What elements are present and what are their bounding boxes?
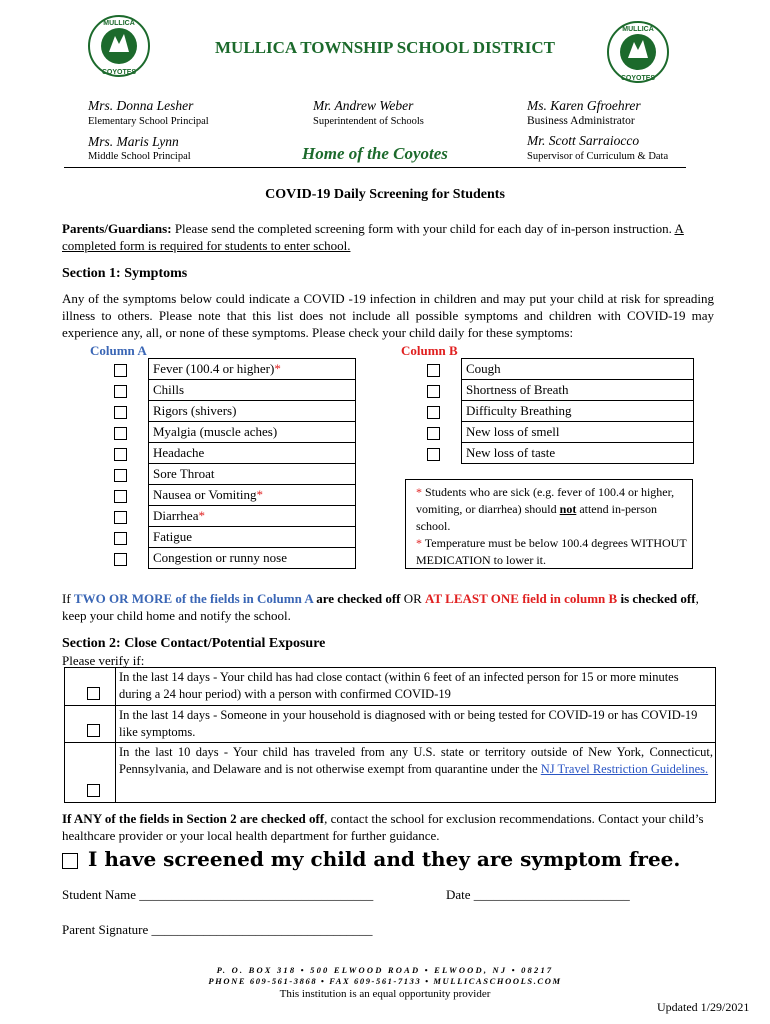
symptom-checkbox[interactable] (114, 553, 127, 566)
symptom-row (405, 401, 694, 422)
date-field[interactable]: Date ________________________ (446, 887, 630, 902)
symptom-checkbox[interactable] (427, 385, 440, 398)
staff-name: Mrs. Donna Lesher (88, 98, 194, 113)
staff-title: Supervisor of Curriculum & Data (527, 151, 669, 162)
symptom-checkbox[interactable] (427, 448, 440, 461)
staff-name: Mr. Scott Sarraiocco (527, 133, 640, 148)
symptom-row (92, 548, 356, 569)
note-emphasis: not (559, 502, 577, 516)
symptom-label: Myalgia (muscle aches) (153, 424, 278, 439)
column-b-heading: Column B (401, 343, 458, 358)
symptom-checkbox[interactable] (114, 532, 127, 545)
attestation (62, 847, 680, 871)
section1-rule: If TWO OR MORE of the fields in Column A are checked off OR AT LEAST ONE field in column B is checked off, keep your child home and notify the school. (62, 591, 699, 623)
svg-text:COYOTES: COYOTES (101, 69, 137, 76)
exposure-checkbox[interactable] (87, 784, 100, 797)
symptom-checkbox[interactable] (427, 427, 440, 440)
symptom-label: Shortness of Breath (466, 382, 569, 397)
exposure-text: In the last 10 days - Your child has traveled from any U.S. state or territory outside of New York, Connecticut, Pennsylvania, and Delaware and is not otherwise exempt from quarantine under the NJ Travel Restriction Guidelines. (119, 745, 713, 776)
symptom-label: Cough (466, 361, 501, 376)
exposure-checkbox[interactable] (87, 687, 100, 700)
symptom-label: Nausea or Vomiting (153, 487, 257, 502)
nj-travel-link[interactable]: NJ Travel Restriction Guidelines. (540, 762, 709, 776)
note-text: attend in-person school. (416, 502, 657, 533)
symptom-label: Fatigue (153, 529, 192, 544)
rule-column-a: TWO OR MORE of the fields in Column A (73, 591, 313, 606)
student-name-field[interactable]: Student Name ____________________________________ (62, 887, 374, 902)
svg-text:MULLICA: MULLICA (103, 20, 135, 27)
symptom-label: Chills (153, 382, 185, 397)
symptom-row (92, 464, 356, 485)
note-text: Temperature must be below 100.4 degrees WITHOUT MEDICATION to lower it. (416, 536, 687, 567)
section1-text: Any of the symptoms below could indicate a COVID -19 infection in children and may put your child at risk for spreading illness to others. Please note that this list does not include all possible symptoms and children with COVID-19 may experience any, all, or none of these symptoms. Please check your child daily for these symptoms: (62, 291, 714, 340)
symptom-row (92, 527, 356, 548)
symptom-row (92, 422, 356, 443)
asterisk-mark: * (274, 361, 281, 376)
symptom-label: Congestion or runny nose (153, 550, 287, 565)
parent-signature-field[interactable]: Parent Signature __________________________________ (62, 922, 373, 937)
exposure-checkbox[interactable] (87, 724, 100, 737)
footer-equal-opportunity: This institution is an equal opportunity provider (279, 988, 491, 1000)
symptom-row (92, 359, 356, 380)
asterisk-mark: * (198, 508, 205, 523)
symptom-row (92, 485, 356, 506)
asterisk-mark: * (256, 487, 264, 502)
symptom-checkbox[interactable] (114, 511, 127, 524)
section2-subtext: Please verify if: (62, 653, 145, 668)
symptom-label: Diarrhea (153, 508, 199, 523)
intro-text: Please send the completed screening form with your child for each day of in-person instruction. (171, 221, 675, 236)
staff-title: Business Administrator (527, 115, 635, 127)
symptom-label: Difficulty Breathing (466, 403, 572, 418)
intro-paragraph (62, 220, 712, 254)
intro-requirement: A completed form is required for students to enter school. (62, 221, 684, 253)
sick-student-note (405, 479, 693, 569)
symptom-label: Headache (153, 445, 205, 460)
symptom-checkbox[interactable] (114, 406, 127, 419)
symptom-label: Rigors (shivers) (153, 403, 237, 418)
header-divider (64, 167, 686, 168)
staff-title: Middle School Principal (88, 151, 191, 162)
note-text: Students who are sick (e.g. fever of 100.4 or higher, vomiting, or diarrhea) should (416, 485, 675, 516)
symptom-row (92, 443, 356, 464)
symptom-checkbox[interactable] (114, 490, 127, 503)
attestation-text: I have screened my child and they are symptom free. (88, 847, 681, 871)
symptom-checkbox[interactable] (114, 469, 127, 482)
symptom-row (92, 506, 356, 527)
column-b-table (405, 358, 694, 464)
staff-name: Ms. Karen Gfroehrer (527, 98, 641, 113)
symptom-checkbox[interactable] (114, 364, 127, 377)
staff-title: Superintendent of Schools (313, 116, 424, 127)
symptom-checkbox[interactable] (114, 427, 127, 440)
svg-text:MULLICA: MULLICA (622, 26, 654, 33)
symptom-label: Sore Throat (153, 466, 215, 481)
symptom-row (405, 422, 694, 443)
symptom-row (405, 380, 694, 401)
symptom-row (92, 380, 356, 401)
symptom-row (405, 359, 694, 380)
district-name: MULLICA TOWNSHIP SCHOOL DISTRICT (215, 38, 555, 57)
exposure-text: In the last 14 days - Your child has had close contact (within 6 feet of an infected person for 15 or more minutes during a 24 hour period) with a person with confirmed COVID-19 (119, 670, 679, 701)
footer-address: P. O. BOX 318 • 500 ELWOOD ROAD • ELWOOD, NJ • 08217 (216, 965, 554, 975)
symptom-checkbox[interactable] (427, 406, 440, 419)
note-paragraph-1: * Students who are sick (e.g. fever of 100.4 or higher, vomiting, or diarrhea) should not attend in-person school. (416, 485, 675, 533)
symptom-row (92, 401, 356, 422)
staff-name: Mr. Andrew Weber (313, 98, 414, 113)
column-a-heading: Column A (90, 343, 147, 358)
svg-text:COYOTES: COYOTES (620, 75, 656, 82)
exposure-row (65, 668, 715, 706)
symptom-label: New loss of taste (466, 445, 556, 460)
form-title: COVID-19 Daily Screening for Students (265, 187, 505, 202)
column-a-table (92, 358, 356, 569)
section1-heading: Section 1: Symptoms (62, 266, 188, 281)
section2-footer: If ANY of the fields in Section 2 are checked off, contact the school for exclusion recommendations. Contact your child’s healthcare provider or your local health department for further guidance. (62, 811, 704, 843)
symptom-label: New loss of smell (466, 424, 560, 439)
symptom-row (405, 443, 694, 464)
symptom-checkbox[interactable] (114, 385, 127, 398)
symptom-label: Fever (100.4 or higher) (153, 361, 275, 376)
attestation-checkbox[interactable] (62, 853, 78, 869)
note-paragraph-2: * Temperature must be below 100.4 degrees WITHOUT MEDICATION to lower it. (416, 536, 687, 567)
home-slogan: Home of the Coyotes (302, 144, 448, 163)
footer-contact: PHONE 609-561-3868 • FAX 609-561-7133 • MULLICASCHOOLS.COM (208, 976, 562, 986)
rule-column-b: AT LEAST ONE field in column B (425, 591, 618, 606)
section2-heading: Section 2: Close Contact/Potential Exposure (62, 636, 326, 651)
symptom-checkbox[interactable] (427, 364, 440, 377)
exposure-text: In the last 14 days - Someone in your household is diagnosed with or being tested for COVID-19 or has COVID-19 like symptoms. (119, 708, 698, 739)
exposure-row (65, 743, 715, 802)
updated-date: Updated 1/29/2021 (657, 1000, 750, 1014)
intro-label: Parents/Guardians: (62, 221, 172, 236)
exposure-table (64, 667, 716, 803)
staff-title: Elementary School Principal (88, 116, 209, 127)
staff-name: Mrs. Maris Lynn (88, 134, 179, 149)
exposure-row (65, 706, 715, 743)
symptom-checkbox[interactable] (114, 448, 127, 461)
